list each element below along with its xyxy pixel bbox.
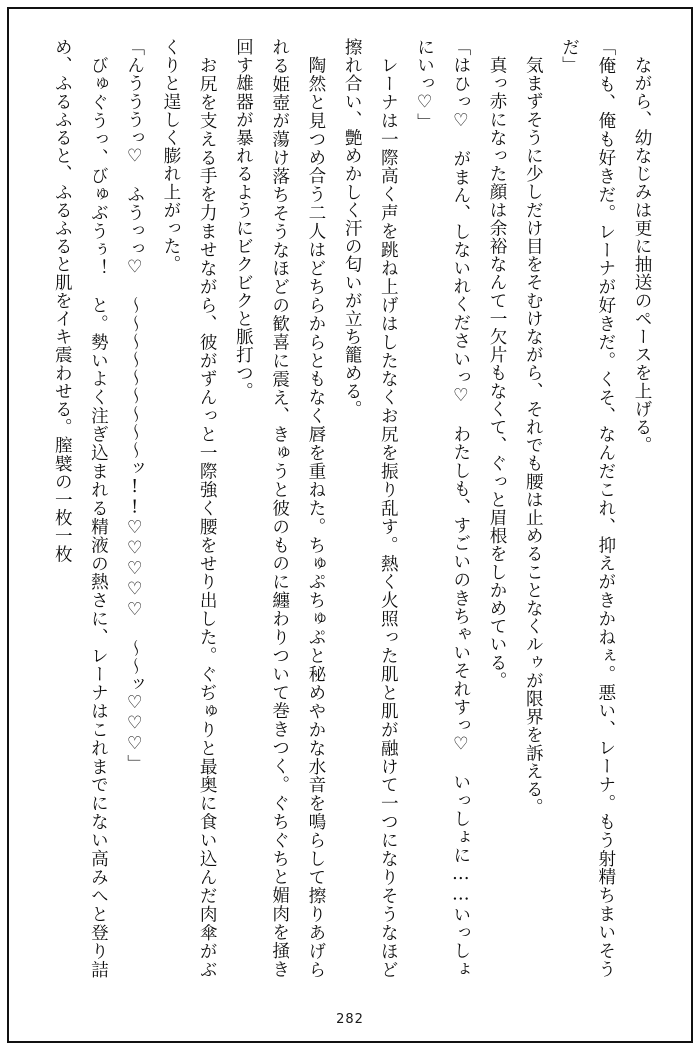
paragraph: 「はひっ♡ がまん、しないれくださいっ♡ わたしも、すごいのきちゃいそれすっ♡ いっしょに……いっしょにいっ♡」	[414, 38, 471, 978]
paragraph: お尻を支える手を力ませながら、彼がずんっと一際強く腰をせり出した。ぐぢゅりと最奥に食い込んだ肉傘がぶくりと逞しく膨れ上がった。	[160, 38, 218, 978]
vertical-text-body	[40, 38, 660, 978]
paragraph: 気まずそうに少しだけ目をそむけながら、それでも腰は止めることなくルゥが限界を訴える。	[523, 55, 544, 816]
paragraph: 真っ赤になった顔は余裕なんて一欠片もなくて、ぐっと眉根をしかめている。	[487, 55, 508, 690]
paragraph: ながら、幼なじみは更に抽送のペースを上げる。	[632, 55, 652, 454]
paragraph: 「んうううっ♡ ふうっっ♡ 〜〜〜〜〜〜〜〜〜ッ!!♡♡♡♡♡ 〜〜ッ♡♡♡」	[124, 38, 145, 773]
paragraph: 「俺も、俺も好きだ。レーナが好きだ。くそ、なんだこれ、抑えがきかねぇ。悪い、レーナ。もう射精ちまいそうだ」	[559, 38, 616, 978]
paragraph: 陶然と見つめ合う二人はどちらからともなく唇を重ねた。ちゅぷちゅぷと秘めやかな水音を鳴らして擦りあげられる姫壺が蕩け落ちそうなほどの歓喜に震え、きゅうと彼のものに纏わりついて巻きつく。ぐちぐちと媚肉を掻き回す雄器が暴れるようにビクビクと脈打つ。	[233, 38, 326, 978]
paragraph: レーナは一際高く声を跳ね上げはしたなくお尻を振り乱す。熱く火照った肌と肌が融けて一つになりそうなほど擦れ合い、艶めかしく汗の匂いが立ち籠める。	[342, 38, 399, 978]
paragraph: びゅぐうっ、びゅぶうぅ！ と。勢いよく注ぎ込まれる精液の熱さに、レーナはこれまでにない高みへと登り詰め、ふるふると、ふるふると肌をイキ震わせる。膣襞の一枚一枚	[52, 38, 109, 978]
page-number: 282	[336, 1012, 364, 1027]
